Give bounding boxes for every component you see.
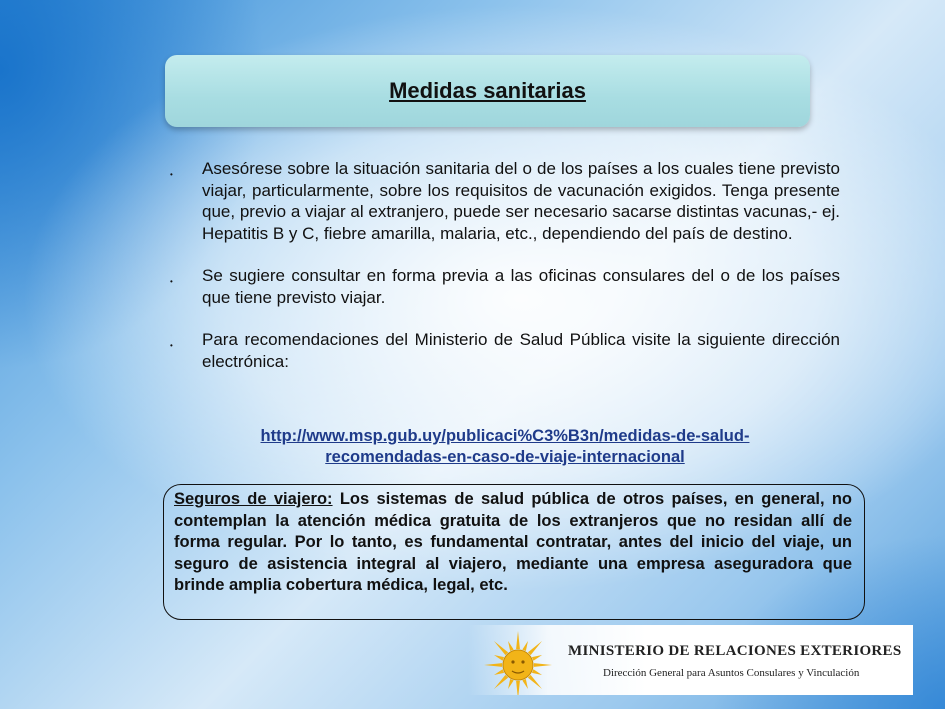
sun-ray xyxy=(528,675,542,689)
insurance-notice xyxy=(163,484,865,620)
sun-ray xyxy=(508,641,514,651)
bullet-text: Asesórese sobre la situación sanitaria del o de los países a los cuales tiene previsto viajar, particularmente, sobre los requisitos de vacunación exigidos. Tenga presente que, previo a viajar al extranjero, puede ser necesario sacarse distintas vacunas,- ej. Hepatitis B y C, fiebre amarilla, malaria, etc., dependiendo del país de destino. xyxy=(202,159,840,243)
sun-ray xyxy=(534,663,552,667)
page-title: Medidas sanitarias xyxy=(389,78,586,103)
bullet-text: Para recomendaciones del Ministerio de Salud Pública visite la siguiente dirección electrónica: xyxy=(202,330,840,371)
insurance-text: Los sistemas de salud pública de otros países, en general, no contemplan la atención médica gratuita de los extranjeros que no residan allí de forma regular. Por lo tanto, es fundamental contratar, antes del inicio del viaje, un seguro de asistencia integral al viajero, mediante una empresa aseguradora que brinde amplia cobertura médica, legal, etc. xyxy=(174,490,853,594)
ministry-logo xyxy=(468,625,913,695)
bullet-list xyxy=(170,158,840,393)
bullet-icon: • xyxy=(170,341,173,350)
insurance-lead: Seguros de viajero: xyxy=(174,490,333,508)
sun-ray xyxy=(522,641,528,651)
sun-ray xyxy=(484,663,502,667)
sun-ray xyxy=(508,679,514,689)
bullet-icon: • xyxy=(170,277,173,286)
sun-ray xyxy=(516,681,520,695)
ministry-name: MINISTERIO DE RELACIONES EXTERIORES xyxy=(568,643,902,659)
sun-icon xyxy=(468,625,558,695)
sun-ray xyxy=(516,631,520,649)
sun-ray xyxy=(494,641,508,655)
list-item xyxy=(170,329,840,372)
sun-ray xyxy=(532,669,542,675)
msp-link-line1[interactable]: http://www.msp.gub.uy/publicaci%C3%B3n/medidas-de-salud- xyxy=(260,427,750,445)
ministry-subtitle: Dirección General para Asuntos Consulares y Vinculación xyxy=(603,667,860,679)
sun-ray xyxy=(522,679,528,689)
list-item xyxy=(170,265,840,308)
bullet-icon: • xyxy=(170,170,173,179)
bullet-text: Se sugiere consultar en forma previa a las oficinas consulares del o de los países que tiene previsto viajar. xyxy=(202,266,840,307)
sun-ray xyxy=(494,655,504,661)
list-item xyxy=(170,158,840,244)
title-banner xyxy=(165,55,810,127)
sun-ray xyxy=(494,675,508,689)
msp-link-line2[interactable]: recomendadas-en-caso-de-viaje-internacional xyxy=(325,448,685,466)
msp-link[interactable] xyxy=(170,426,840,468)
sun-ray xyxy=(528,641,542,655)
sun-ray xyxy=(532,655,542,661)
sun-ray xyxy=(494,669,504,675)
